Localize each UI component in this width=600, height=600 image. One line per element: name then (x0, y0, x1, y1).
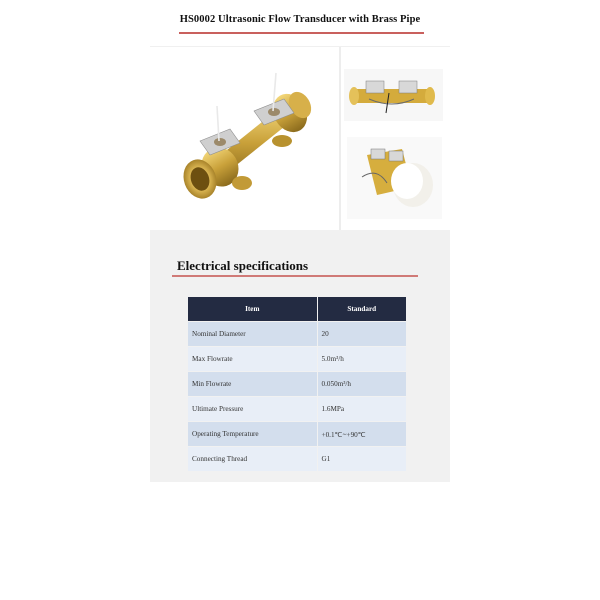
cell-item: Connecting Thread (188, 447, 317, 471)
table-row (188, 347, 406, 371)
brass-pipe-transducer-image[interactable] (172, 61, 317, 211)
section-underline (172, 275, 418, 277)
cell-standard: 1.6MPa (318, 397, 406, 421)
thumbnail-transducer-end-view[interactable] (347, 137, 442, 219)
specs-section (150, 230, 450, 482)
cell-standard: 20 (318, 322, 406, 346)
title-underline (179, 32, 424, 34)
table-row (188, 447, 406, 471)
cell-standard: 0.050m³/h (318, 372, 406, 396)
image-gallery (150, 47, 450, 230)
cell-item: Operating Temperature (188, 422, 317, 446)
column-header-item: Item (188, 297, 317, 321)
cell-standard: G1 (318, 447, 406, 471)
table-row (188, 397, 406, 421)
cell-item: Nominal Diameter (188, 322, 317, 346)
page-title: HS0002 Ultrasonic Flow Transducer with Brass Pipe (179, 14, 421, 25)
table-row (188, 372, 406, 396)
cell-standard: 5.0m³/h (318, 347, 406, 371)
table-header-row (188, 297, 406, 321)
thumbnail-transducer-side-view[interactable] (344, 69, 443, 121)
column-header-standard: Standard (318, 297, 406, 321)
gallery-divider (339, 47, 341, 230)
table-row (188, 422, 406, 446)
cell-item: Ultimate Pressure (188, 397, 317, 421)
cell-standard: +0.1℃~+90℃ (318, 422, 406, 446)
cell-item: Max Flowrate (188, 347, 317, 371)
product-page (150, 0, 450, 485)
spec-table (187, 296, 407, 472)
cell-item: Min Flowrate (188, 372, 317, 396)
table-row (188, 322, 406, 346)
section-title: Electrical specifications (177, 258, 309, 273)
